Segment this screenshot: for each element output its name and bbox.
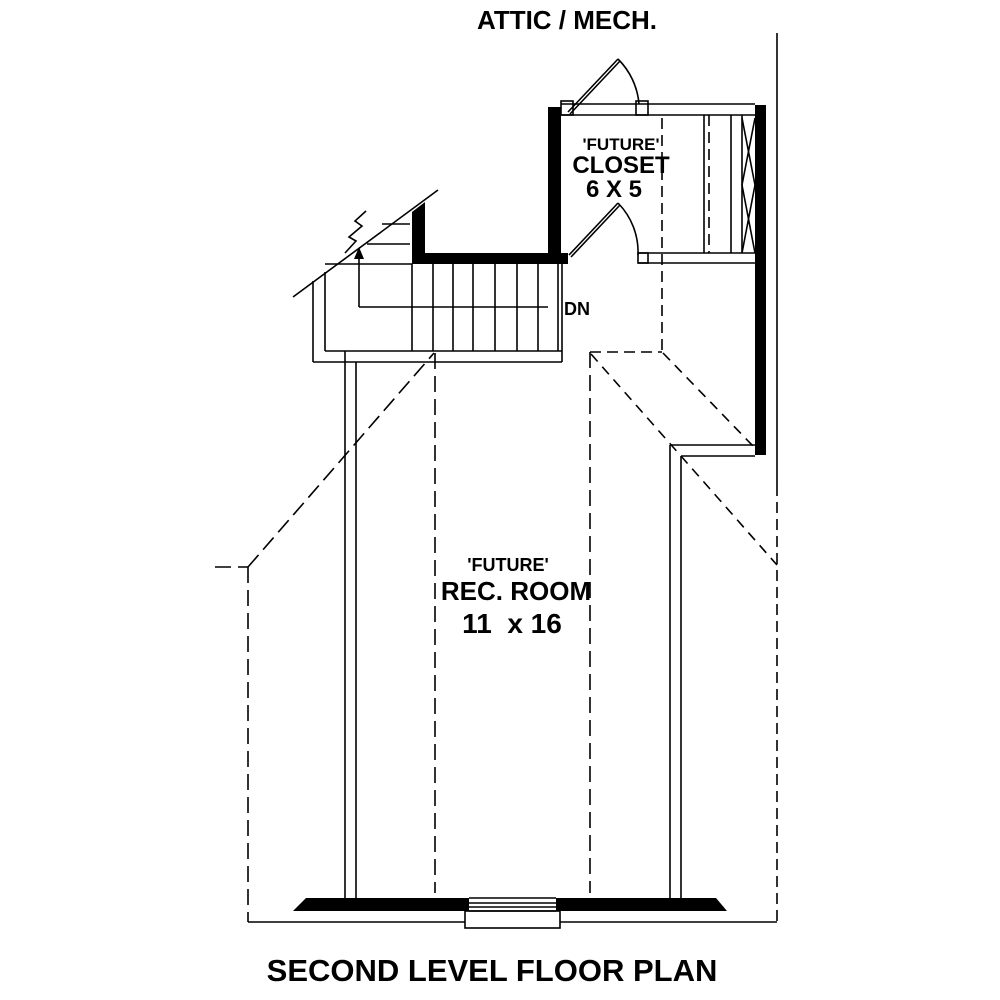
right-exterior-wall bbox=[755, 105, 766, 455]
stair-treads bbox=[367, 224, 558, 351]
closet-top-wall bbox=[561, 101, 755, 115]
staircase bbox=[293, 190, 590, 362]
stair-landing bbox=[313, 263, 562, 362]
rec-name-label: REC. ROOM bbox=[440, 576, 592, 606]
bottom-wall-left bbox=[293, 898, 469, 911]
plan-title: SECOND LEVEL FLOOR PLAN bbox=[266, 953, 718, 988]
closet-bottom-wall bbox=[638, 253, 755, 263]
stair-wall-horizontal bbox=[412, 253, 568, 264]
closet-left-wall bbox=[548, 107, 561, 264]
closet-future-label: 'FUTURE' bbox=[582, 135, 660, 154]
rec-room-labels bbox=[441, 555, 591, 639]
closet-top-door bbox=[568, 59, 639, 114]
bottom-window bbox=[465, 898, 560, 928]
walls-solid bbox=[293, 105, 766, 911]
stairs-down-label: DN bbox=[564, 299, 590, 319]
ceiling-slope-dashed-lines bbox=[435, 118, 777, 893]
rec-size-label: 11 x 16 bbox=[462, 608, 562, 639]
chase-x-marks bbox=[742, 118, 755, 253]
attic-mech-label: ATTIC / MECH. bbox=[476, 5, 658, 35]
bottom-wall-right bbox=[556, 898, 727, 911]
window-sill-box bbox=[465, 911, 560, 928]
closet-labels bbox=[572, 135, 670, 203]
rec-future-label: 'FUTURE' bbox=[467, 555, 549, 575]
closet-name-label: CLOSET bbox=[572, 152, 670, 179]
closet-size-label: 6 X 5 bbox=[585, 176, 643, 203]
closet-bottom-door bbox=[569, 203, 638, 257]
mech-chase bbox=[704, 115, 755, 253]
